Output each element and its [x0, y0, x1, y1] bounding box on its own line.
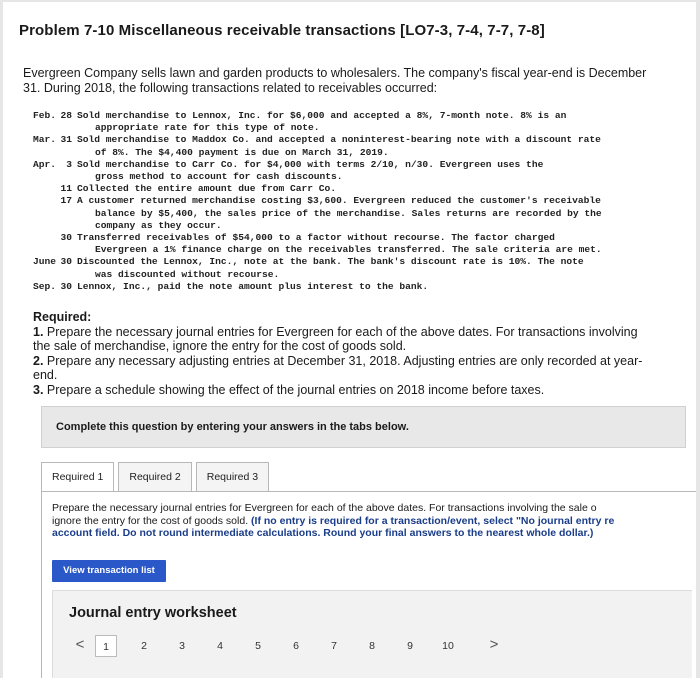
transaction-date	[3, 195, 77, 232]
transaction-line: Lennox, Inc., paid the note amount plus interest to the bank.	[77, 280, 429, 292]
complete-question-text: Complete this question by entering your answers in the tabs below.	[56, 421, 409, 433]
page-2-button[interactable]: 2	[141, 640, 147, 652]
transaction-date	[3, 110, 77, 134]
instructions-line-2: ignore the entry for the cost of goods sold. (If no entry is required for a transaction/event, select "No journal entry re	[52, 514, 615, 527]
transaction-date	[3, 256, 77, 280]
transaction-day: 30	[60, 280, 72, 292]
transaction-date	[3, 134, 77, 158]
transaction-line: Sold merchandise to Lennox, Inc. for $6,000 and accepted a 8%, 7-month note. 8% is an	[77, 110, 567, 121]
worksheet-title: Journal entry worksheet	[69, 605, 237, 621]
worksheet-pager	[69, 635, 505, 657]
tab-required-2[interactable]: Required 2	[118, 462, 191, 492]
transaction-line: was discounted without recourse.	[95, 268, 280, 280]
transaction-day: 28	[60, 110, 72, 121]
transaction-row	[3, 195, 696, 232]
page-6-button[interactable]: 6	[293, 640, 299, 652]
instructions	[52, 502, 697, 540]
transaction-text	[77, 134, 645, 158]
page-3-button[interactable]: 3	[179, 640, 185, 652]
transaction-day: 3	[66, 158, 72, 170]
tab-required-1[interactable]: Required 1	[41, 462, 114, 492]
transaction-line: Discounted the Lennox, Inc., note at the bank. The bank's discount rate is 10%. The note	[77, 256, 584, 268]
page-7-button[interactable]: 7	[331, 640, 337, 652]
transaction-line: Collected the entire amount due from Carr Co.	[77, 183, 337, 195]
transaction-line: company as they occur.	[95, 219, 222, 231]
transaction-day: 30	[60, 256, 72, 268]
page-5-button[interactable]: 5	[255, 640, 261, 652]
transaction-row	[3, 110, 696, 134]
transaction-date	[3, 183, 77, 195]
transaction-row	[3, 232, 696, 256]
transaction-date	[3, 159, 77, 183]
instructions-line-1: Prepare the necessary journal entries for Evergreen for each of the above dates. For transactions involving the sale o	[52, 502, 597, 514]
transaction-month: June	[32, 256, 56, 268]
transaction-day: 11	[60, 183, 72, 195]
journal-entry-worksheet	[52, 590, 692, 678]
tab-required-3[interactable]: Required 3	[196, 462, 269, 492]
required-section	[33, 310, 653, 397]
transaction-line: Sold merchandise to Maddox Co. and accepted a noninterest-bearing note with a discount rate	[77, 134, 601, 146]
transaction-line: of 8%. The $4,400 payment is due on March 31, 2019.	[95, 146, 389, 158]
transaction-day: 17	[60, 195, 72, 207]
page-8-button[interactable]: 8	[369, 640, 375, 652]
required-item-1: 1. Prepare the necessary journal entries for Evergreen for each of the above dates. For transactions involving the sale of merchandise, ignore the entry for the cost of goods sold.	[33, 324, 638, 353]
page-4-button[interactable]: 4	[217, 640, 223, 652]
view-transaction-list-button[interactable]: View transaction list	[52, 560, 166, 582]
transaction-line: Transferred receivables of $54,000 to a factor without recourse. The factor charged	[77, 232, 555, 244]
required-item-3: 3. Prepare a schedule showing the effect of the journal entries on 2018 income before taxes.	[33, 382, 545, 397]
transaction-text	[77, 110, 645, 134]
next-page-icon[interactable]: >	[489, 636, 499, 653]
problem-intro: Evergreen Company sells lawn and garden products to wholesalers. The company's fiscal year-end is December 31. During 2018, the following transactions related to receivables occurred:	[23, 66, 647, 95]
transaction-text	[77, 159, 645, 183]
transaction-date	[3, 232, 77, 256]
required-tabs	[41, 462, 273, 492]
prev-page-icon[interactable]: <	[75, 636, 85, 653]
page-10-button[interactable]: 10	[442, 640, 454, 652]
transaction-text	[77, 281, 645, 293]
transaction-month: Feb.	[32, 110, 56, 121]
transaction-date	[3, 281, 77, 293]
complete-question-banner	[41, 406, 686, 448]
page-1-button[interactable]: 1	[95, 635, 117, 657]
transaction-line: Sold merchandise to Carr Co. for $4,000 with terms 2/10, n/30. Evergreen uses the	[77, 158, 544, 170]
transaction-text	[77, 195, 645, 232]
transaction-line: appropriate rate for this type of note.	[95, 122, 320, 134]
transaction-day: 31	[60, 134, 72, 146]
problem-page	[3, 2, 696, 678]
transaction-line: Evergreen a 1% finance charge on the receivables transferred. The sale criteria are met.	[95, 244, 602, 256]
transaction-month: Mar.	[32, 134, 56, 146]
transaction-row	[3, 256, 696, 280]
transaction-line: balance by $5,400, the sales price of the merchandise. Sales returns are recorded by the	[95, 207, 602, 219]
instructions-line-3: account field. Do not round intermediate calculations. Round your final answers to the nearest whole dollar.)	[52, 527, 594, 539]
transactions-list	[3, 110, 696, 293]
transaction-text	[77, 256, 645, 280]
page-title: Problem 7-10 Miscellaneous receivable transactions [LO7-3, 7-4, 7-7, 7-8]	[19, 22, 545, 39]
transaction-line: A customer returned merchandise costing $3,600. Evergreen reduced the customer's receivable	[77, 195, 601, 207]
transaction-text	[77, 232, 645, 256]
transaction-line: gross method to account for cash discounts.	[95, 171, 343, 183]
transaction-row	[3, 159, 696, 183]
transaction-row	[3, 281, 696, 293]
transaction-month: Sep.	[32, 280, 56, 292]
required-item-2: 2. Prepare any necessary adjusting entries at December 31, 2018. Adjusting entries are only recorded at year-end.	[33, 353, 643, 382]
transaction-month: Apr.	[32, 158, 56, 170]
transaction-day: 30	[60, 232, 72, 244]
transaction-text	[77, 183, 645, 195]
transaction-row	[3, 134, 696, 158]
transaction-row	[3, 183, 696, 195]
tab-panel-required-1	[41, 491, 696, 678]
required-heading: Required:	[33, 310, 92, 324]
page-9-button[interactable]: 9	[407, 640, 413, 652]
